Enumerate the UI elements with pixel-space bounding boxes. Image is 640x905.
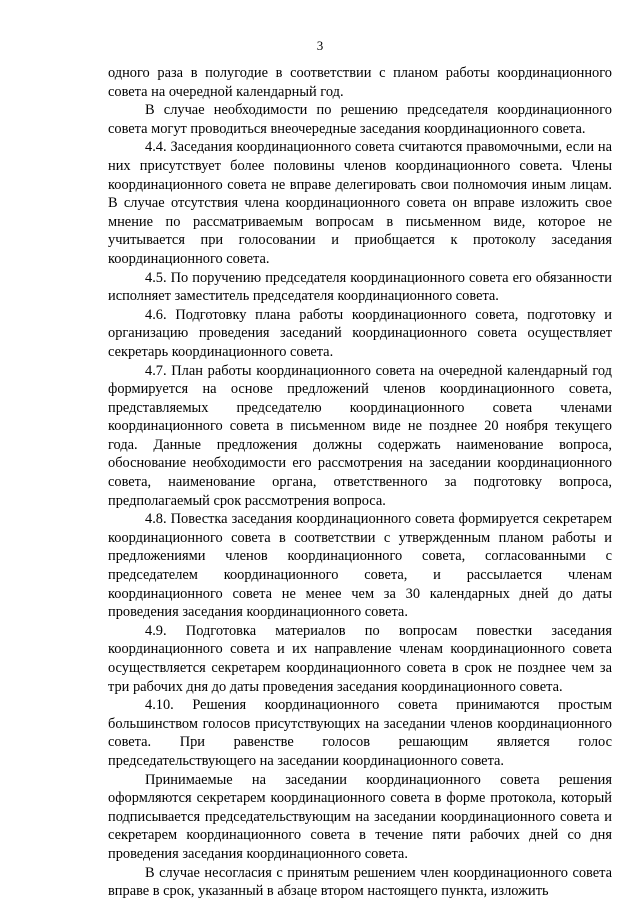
paragraph: 4.5. По поручению председателя координационного совета его обязанности исполняет заместитель председателя координационного совета. <box>108 269 612 305</box>
paragraph: 4.7. План работы координационного совета на очередной календарный год формируется на основе предложений членов координационного совета, представляемых председателю координационного совета членами координационного совета в письменном виде не позднее 20 ноября текущего года. Данные предложения должны содержать наименование вопроса, обоснование необходимости его рассмотрения на заседании координационного совета, наименование органа, ответственного за подготовку вопроса, предполагаемый срок рассмотрения вопроса. <box>108 362 612 509</box>
paragraph: Принимаемые на заседании координационного совета решения оформляются секретарем координационного совета в форме протокола, который подписывается председательствующим на заседании координационного совета и секретарем координационного совета в течение пяти рабочих дней со дня проведения заседания координационного совета. <box>108 771 612 862</box>
paragraph: одного раза в полугодие в соответствии с планом работы координационного совета на очередной календарный год. <box>108 65 612 100</box>
paragraph: 4.4. Заседания координационного совета считаются правомочными, если на них присутствует более половины членов координационного совета. Члены координационного совета не вправе делегировать свои полномочия иным лицам. В случае отсутствия члена координационного совета он вправе изложить свое мнение по рассматриваемым вопросам в письменном виде, которое не учитывается при голосовании и приобщается к протоколу заседания координационного совета. <box>108 139 612 267</box>
paragraph: В случае несогласия с принятым решением член координационного совета вправе в срок, указанный в абзаце втором настоящего пункта, изложить <box>108 864 612 900</box>
paragraph: 4.10. Решения координационного совета принимаются простым большинством голосов присутствующих на заседании членов координационного совета. При равенстве голосов решающим является голос председательствующего на заседании координационного совета. <box>108 697 612 769</box>
page-number: 3 <box>316 38 324 53</box>
paragraph: 4.8. Повестка заседания координационного совета формируется секретарем координационного совета в соответствии с утвержденным планом работы и предложениями членов координационного совета, согласованными с председателем координационного совета, и рассылается членам координационного совета не менее чем за 30 календарных дней до даты проведения заседания координационного совета. <box>108 511 612 621</box>
paragraph: 4.9. Подготовка материалов по вопросам повестки заседания координационного совета и их направление членам координационного совета осуществляется секретарем координационного совета в срок не позднее чем за три рабочих дня до даты проведения заседания координационного совета. <box>108 622 612 695</box>
document-body <box>108 64 612 901</box>
paragraph: В случае необходимости по решению председателя координационного совета могут проводиться внеочередные заседания координационного совета. <box>108 102 612 137</box>
paragraph: 4.6. Подготовку плана работы координационного совета, подготовку и организацию проведения заседаний координационного совета осуществляет секретарь координационного совета. <box>108 306 612 360</box>
